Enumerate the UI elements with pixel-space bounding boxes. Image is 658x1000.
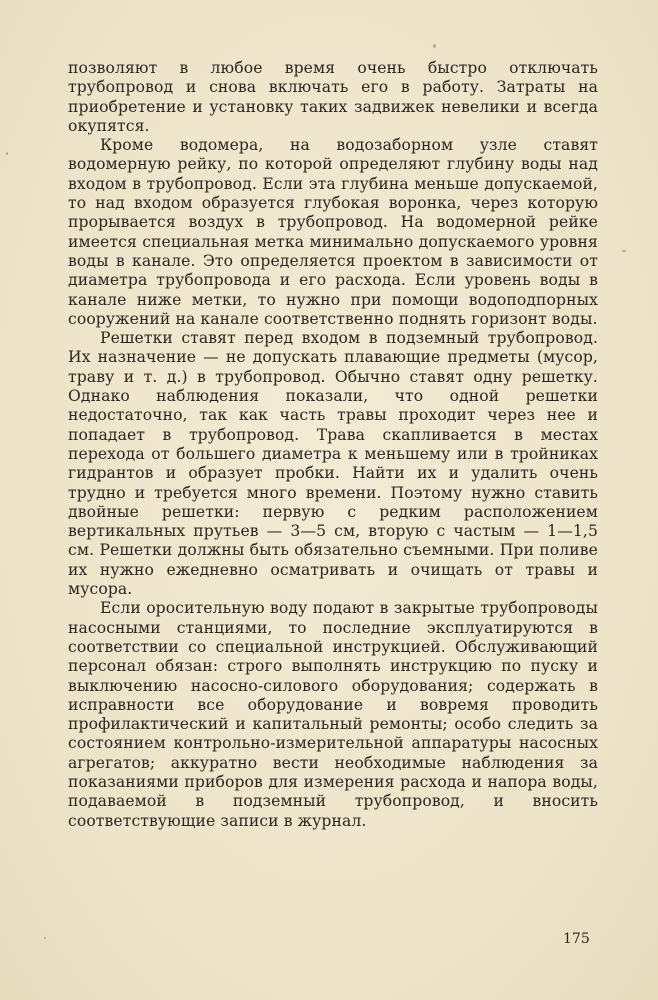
paper-speck [44,937,46,939]
body-text [68,59,598,831]
paper-speck [6,152,8,155]
paragraph-gratings: Решетки ставят перед входом в подземный трубопровод. Их назначение — не допускать плавающие предметы (мусор, траву и т. д.) в трубопровод. Обычно ставят одну решетку. Однако наблюдения показали, что одной решетки недостаточно, так как часть травы проходит через нее и попадает в трубопровод. Трава скапливается в местах перехода от большего диаметра к меньшему или в тройниках гидрантов и образует пробки. Найти их и удалить очень трудно и требуется много времени. Поэтому нужно ставить двойные решетки: первую с редким расположением вертикальных прутьев — 3—5 см, вторую с частым — 1—1,5 см. Решетки должны быть обязательно съемными. При поливе их нужно ежедневно осматривать и очищать от травы и мусора. [68,329,598,599]
paragraph-water-gauge: Кроме водомера, на водозаборном узле ставят водомерную рейку, по которой определяют глубину воды над входом в трубопровод. Если эта глубина меньше допускаемой, то над входом образуется глубокая воронка, через которую прорывается воздух в трубопровод. На водомерной рейке имеется специальная метка минимально допускаемого уровня воды в канале. Это определяется проектом в зависимости от диаметра трубопровода и его расхода. Если уровень воды в канале ниже метки, то нужно при помощи водоподпорных сооружений на канале соответственно поднять горизонт воды. [68,136,598,328]
paper-speck [433,44,436,48]
paragraph-pumping-stations: Если оросительную воду подают в закрытые трубопроводы насосными станциями, то последние эксплуатируются в соответствии со специальной инструкцией. Обслуживающий персонал обязан: строго выполнять инструкцию по пуску и выключению насосно-силового оборудования; содержать в исправности все оборудование и вовремя проводить профилактический и капитальный ремонты; особо следить за состоянием контрольно-измерительной аппаратуры насосных агрегатов; аккуратно вести необходимые наблюдения за показаниями приборов для измерения расхода и напора воды, подаваемой в подземный трубопровод, и вносить соответствующие записи в журнал. [68,599,598,830]
page-number: 175 [563,931,590,947]
paragraph-continuation: позволяют в любое время очень быстро отключать трубопровод и снова включать его в работу. Затраты на приобретение и установку таких задвижек невелики и всегда окупятся. [68,59,598,135]
paper-speck [622,250,626,252]
